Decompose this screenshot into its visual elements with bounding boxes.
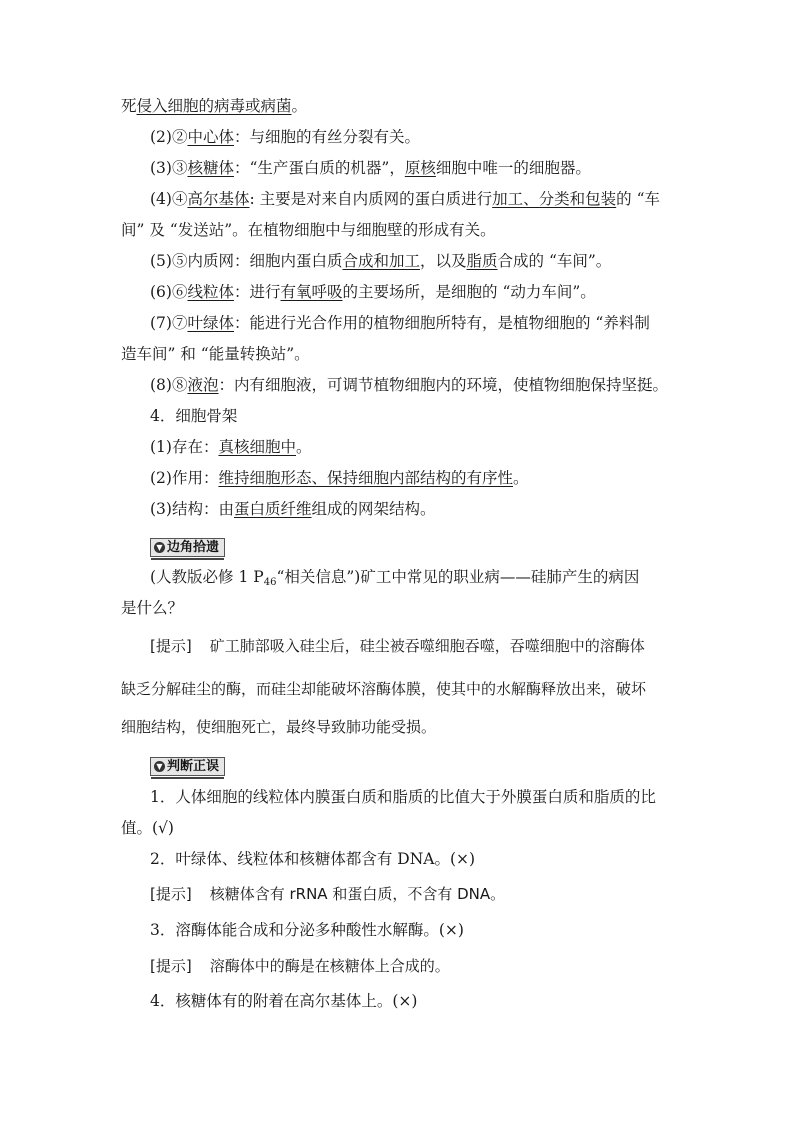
underlined-answer: 叶绿体 bbox=[187, 314, 234, 332]
corner-hint-cont: 细胞结构，使细胞死亡，最终导致肺功能受损。 bbox=[121, 718, 437, 736]
organelle-er bbox=[150, 250, 611, 272]
corner-hint bbox=[150, 635, 645, 657]
text: (2)② bbox=[150, 128, 188, 146]
text: : 主要是对来自内质网的蛋白质进行 bbox=[249, 190, 493, 208]
cytoskeleton-exist bbox=[150, 436, 312, 458]
underlined-answer: 侵入细胞的病毒或病菌 bbox=[136, 97, 292, 115]
text: (6)⑥ bbox=[150, 283, 188, 301]
text: ，以及 bbox=[419, 252, 467, 270]
underlined-answer: 液泡 bbox=[187, 376, 219, 394]
text: ：能进行光合作用的植物细胞所特有，是植物细胞的 “养料制 bbox=[233, 314, 650, 332]
judge-hint-3 bbox=[150, 955, 450, 977]
text: (3)③ bbox=[150, 159, 188, 177]
section-tag bbox=[150, 757, 225, 776]
underlined-answer: 蛋白质纤维 bbox=[233, 500, 312, 518]
text: (人教版必修 1 P bbox=[150, 568, 264, 586]
cytoskeleton-function bbox=[150, 467, 529, 489]
underlined-answer: 加工、分类和包装 bbox=[492, 190, 617, 208]
underlined-answer: 线粒体 bbox=[187, 283, 234, 301]
text: 细胞中唯一的细胞器。 bbox=[435, 159, 591, 177]
text: (2)作用： bbox=[150, 469, 219, 487]
underlined-answer: 合成和加工 bbox=[342, 252, 420, 270]
text: (1)存在： bbox=[150, 438, 219, 456]
text: (4)④ bbox=[150, 190, 188, 208]
judge-section-tag bbox=[150, 754, 225, 776]
text: (7)⑦ bbox=[150, 314, 188, 332]
text: 死 bbox=[121, 97, 137, 115]
hint-label: [提示] bbox=[150, 885, 192, 903]
organelle-centrosome bbox=[150, 126, 420, 148]
underlined-answer: 原核 bbox=[404, 159, 436, 177]
text: 。 bbox=[512, 469, 529, 487]
page-subscript: 46 bbox=[263, 577, 277, 588]
organelle-ribosome bbox=[150, 157, 591, 179]
text: (5)⑤内质网：细胞内蛋白质 bbox=[150, 252, 343, 270]
text: 。 bbox=[295, 438, 312, 456]
organelle-golgi bbox=[150, 188, 660, 210]
organelle-vacuole bbox=[150, 374, 668, 396]
text: 核糖体含有 rRNA 和蛋白质，不含有 DNA。 bbox=[209, 885, 506, 903]
section-tag bbox=[150, 538, 225, 557]
tag-label: 判断正误 bbox=[167, 759, 220, 774]
organelle-golgi-cont: 间” 及 “发送站”。在植物细胞中与细胞壁的形成有关。 bbox=[121, 221, 496, 239]
cytoskeleton-heading: 4．细胞骨架 bbox=[150, 407, 238, 425]
organelle-line bbox=[121, 95, 307, 117]
text: (3)结构：由 bbox=[150, 500, 234, 518]
text: “相关信息”)矿工中常见的职业病——硅肺产生的病因 bbox=[276, 568, 640, 586]
text: ：进行 bbox=[233, 283, 281, 301]
organelle-chloroplast bbox=[150, 312, 650, 334]
underlined-answer: 维持细胞形态、保持细胞内部结构的有序性 bbox=[218, 469, 513, 487]
judge-question-1: 1．人体细胞的线粒体内膜蛋白质和脂质的比值大于外膜蛋白质和脂质的比 bbox=[150, 788, 656, 806]
corner-section-tag bbox=[150, 535, 225, 557]
text: 。 bbox=[291, 97, 308, 115]
underlined-answer: 核糖体 bbox=[187, 159, 234, 177]
text: 溶酶体中的酶是在核糖体上合成的。 bbox=[209, 957, 450, 975]
judge-hint-2 bbox=[150, 883, 505, 905]
underlined-answer: 中心体 bbox=[187, 128, 234, 146]
text: 的 “车 bbox=[616, 190, 661, 208]
judge-question-4: 4．核糖体有的附着在高尔基体上。(×) bbox=[150, 992, 418, 1010]
text: ：内有细胞液，可调节植物细胞内的环境，使植物细胞保持坚挺。 bbox=[218, 376, 668, 394]
corner-hint-cont: 缺乏分解硅尘的酶，而硅尘却能破坏溶酶体膜，使其中的水解酶释放出来，破坏 bbox=[121, 680, 647, 698]
underlined-answer: 脂质 bbox=[466, 252, 498, 270]
text: ：“生产蛋白质的机器”， bbox=[233, 159, 405, 177]
judge-question-1-cont: 值。(√) bbox=[121, 819, 174, 837]
corner-question bbox=[150, 566, 639, 594]
chevron-down-icon: ▼ bbox=[154, 761, 165, 772]
text: 矿工肺部吸入硅尘后，硅尘被吞噬细胞吞噬，吞噬细胞中的溶酶体 bbox=[209, 637, 645, 655]
chevron-down-icon: ▼ bbox=[154, 542, 165, 553]
underlined-answer: 高尔基体 bbox=[187, 190, 250, 208]
cytoskeleton-structure bbox=[150, 498, 436, 520]
underlined-answer: 真核细胞中 bbox=[218, 438, 296, 456]
text: (8)⑧ bbox=[150, 376, 188, 394]
text: 合成的 “车间”。 bbox=[497, 252, 612, 270]
text: ：与细胞的有丝分裂有关。 bbox=[233, 128, 420, 146]
judge-question-3: 3．溶酶体能合成和分泌多种酸性水解酶。(×) bbox=[150, 921, 464, 939]
organelle-chloroplast-cont: 造车间” 和 “能量转换站”。 bbox=[121, 345, 310, 363]
organelle-mitochondria bbox=[150, 281, 596, 303]
underlined-answer: 有氧呼吸 bbox=[280, 283, 343, 301]
text: 组成的网架结构。 bbox=[311, 500, 436, 518]
text: 的主要场所，是细胞的 “动力车间”。 bbox=[342, 283, 596, 301]
hint-label: [提示] bbox=[150, 637, 192, 655]
corner-question-cont: 是什么？ bbox=[121, 599, 184, 617]
judge-question-2: 2．叶绿体、线粒体和核糖体都含有 DNA。(×) bbox=[150, 850, 476, 868]
hint-label: [提示] bbox=[150, 957, 192, 975]
tag-label: 边角拾遗 bbox=[167, 540, 220, 555]
